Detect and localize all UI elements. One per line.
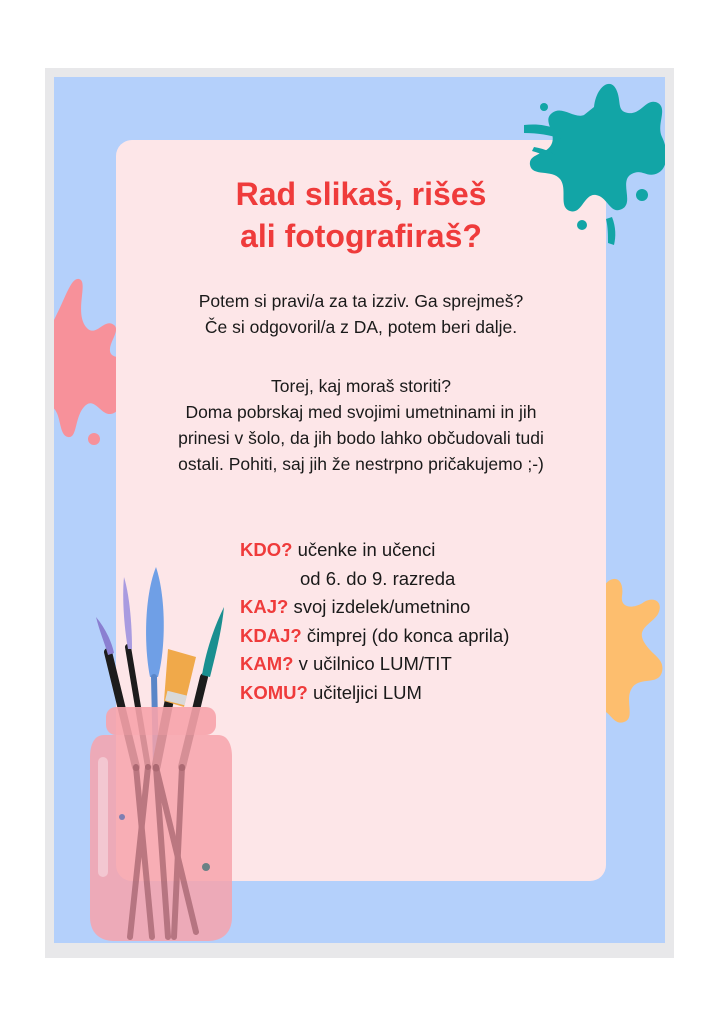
detail-value: od 6. do 9. razreda: [300, 567, 456, 589]
intro-paragraph: [116, 288, 606, 340]
poster: [54, 77, 665, 943]
detail-label: KAM?: [240, 653, 294, 674]
intro-line-2: Če si odgovoril/a z DA, potem beri dalje.: [204, 317, 518, 337]
task-line-3: prinesi v šolo, da jih bodo lahko občudovali tudi: [178, 428, 544, 448]
task-line-2: Doma pobrskaj med svojimi umetninami in jih: [185, 402, 537, 422]
detail-label: KDAJ?: [240, 624, 302, 646]
detail-value: učiteljici LUM: [312, 681, 422, 703]
intro-line-1: Potem si pravi/a za ta izziv. Ga sprejmeš?: [198, 291, 524, 311]
poster-title: [116, 173, 606, 257]
details-list: [240, 536, 509, 707]
detail-kam: [240, 650, 509, 679]
detail-kdaj: [240, 622, 509, 651]
brush-jar-icon: [86, 567, 236, 943]
title-line-2: ali fotografiraš?: [240, 218, 482, 254]
task-line-4: ostali. Pohiti, saj jih že nestrpno pričakujemo ;-): [178, 454, 544, 474]
detail-label: KAJ?: [240, 596, 289, 617]
detail-value: v učilnico LUM/TIT: [298, 653, 452, 674]
task-paragraph: [116, 373, 606, 477]
detail-kdo-continued: [240, 565, 509, 594]
detail-kaj: [240, 593, 509, 622]
detail-kdo: [240, 536, 509, 565]
detail-label: KDO?: [240, 539, 293, 560]
detail-value: učenke in učenci: [297, 539, 436, 560]
detail-komu: [240, 679, 509, 708]
title-line-1: Rad slikaš, rišeš: [235, 176, 487, 212]
task-line-1: Torej, kaj moraš storiti?: [271, 376, 451, 396]
detail-label: KOMU?: [240, 681, 308, 703]
detail-value: čimprej (do konca aprila): [306, 624, 510, 646]
detail-value: svoj izdelek/umetnino: [293, 596, 471, 617]
